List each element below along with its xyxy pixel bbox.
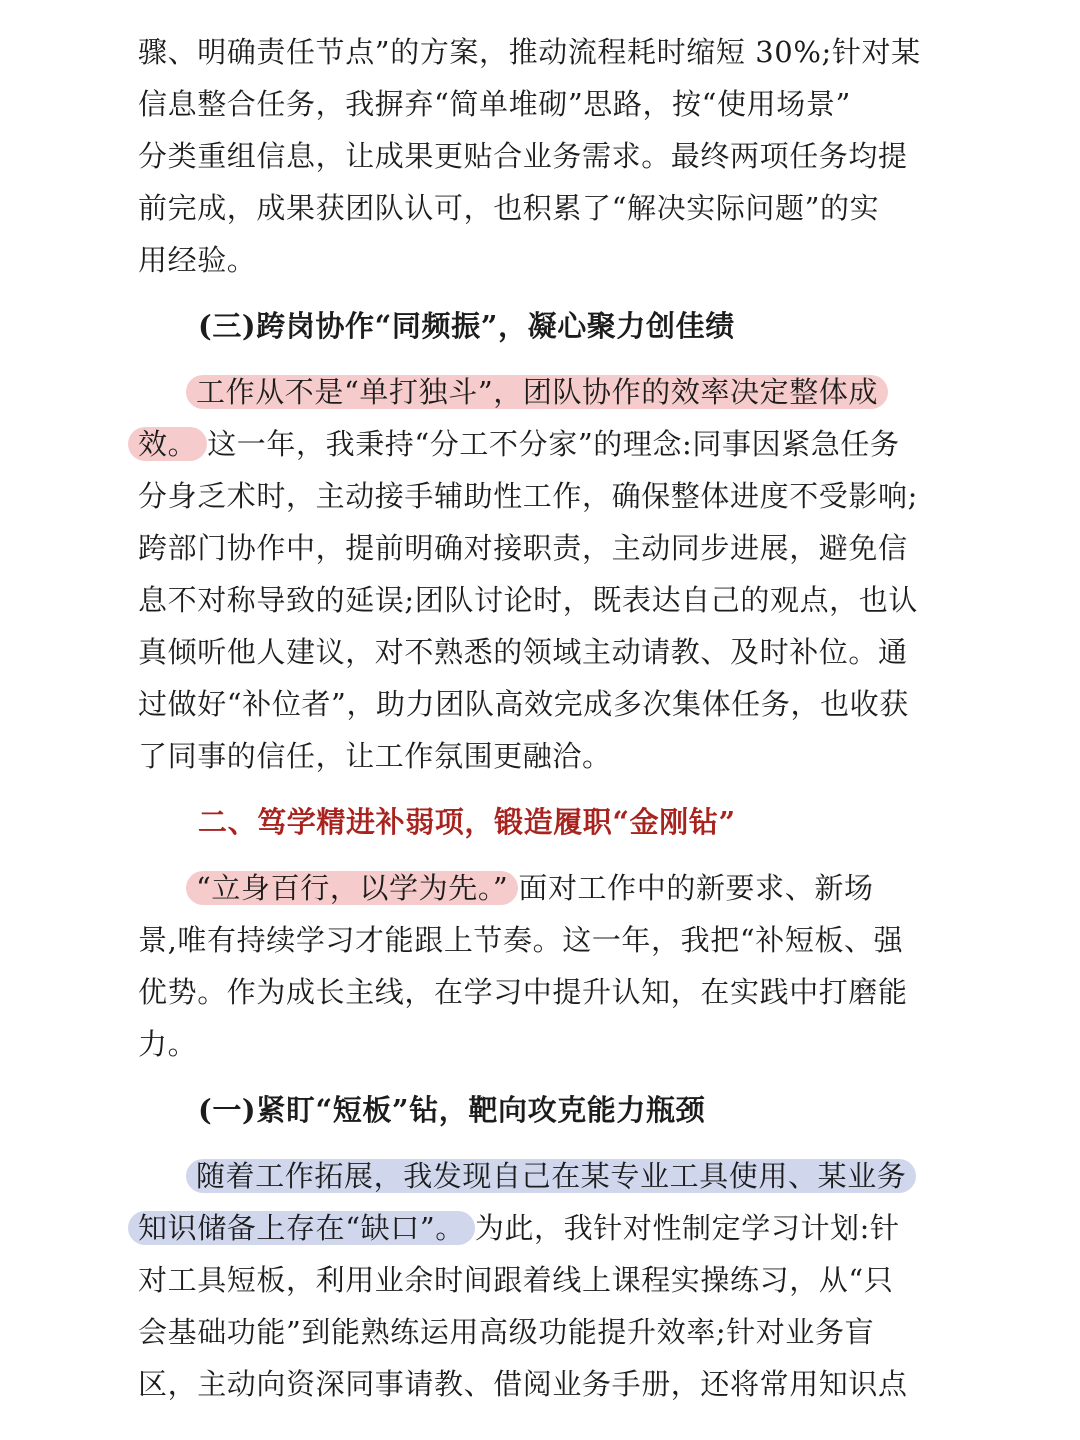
paragraph-line: 前完成，成果获团队认可，也积累了“解决实际问题”的实 [138, 191, 880, 225]
paragraph-line: 了同事的信任，让工作氛围更融洽。 [138, 739, 612, 773]
paragraph-line: 跨部门协作中，提前明确对接职责，主动同步进展，避免信 [138, 531, 908, 565]
highlighted-text: “立身百行，以学为先。” [186, 871, 518, 905]
paragraph-line [138, 1202, 928, 1254]
paragraph-line: 区，主动向资深同事请教、借阅业务手册，还将常用知识点 [138, 1367, 908, 1401]
highlighted-text: 知识储备上存在“缺口”。 [128, 1211, 475, 1245]
paragraph-line [196, 862, 928, 914]
paragraph-line: 真倾听他人建议，对不熟悉的领域主动请教、及时补位。通 [138, 635, 908, 669]
line-text: 这一年，我秉持“分工不分家”的理念:同事因紧急任务 [207, 427, 900, 461]
highlighted-text: 随着工作拓展，我发现自己在某专业工具使用、某业务 [186, 1159, 916, 1193]
section-heading: (一)紧盯“短板”钻，靶向攻克能力瓶颈 [198, 1093, 706, 1127]
paragraph-line: 骤、明确责任节点”的方案，推动流程耗时缩短 30%;针对某 [138, 35, 921, 69]
paragraph-line: 过做好“补位者”，助力团队高效完成多次集体任务，也收获 [138, 687, 909, 721]
paragraph-line: 分类重组信息，让成果更贴合业务需求。最终两项任务均提 [138, 139, 908, 173]
line-text: 为此，我针对性制定学习计划:针 [474, 1211, 900, 1245]
paragraph-line: 会基础功能”到能熟练运用高级功能提升效率;针对业务盲 [138, 1315, 875, 1349]
paragraph-line: 信息整合任务，我摒弃“简单堆砌”思路，按“使用场景” [138, 87, 851, 121]
chapter-heading: 二、笃学精进补弱项，锻造履职“金刚钻” [198, 805, 736, 839]
paragraph-line: 优势。作为成长主线，在学习中提升认知，在实践中打磨能 [138, 975, 908, 1009]
paragraph-line: 分身乏术时，主动接手辅助性工作，确保整体进度不受影响; [138, 479, 918, 513]
paragraph-line [196, 366, 928, 418]
highlighted-text: 工作从不是“单打独斗”，团队协作的效率决定整体成 [186, 375, 888, 409]
paragraph-line [196, 1150, 928, 1202]
paragraph-line: 用经验。 [138, 243, 257, 277]
paragraph-line: 对工具短板，利用业余时间跟着线上课程实操练习，从“只 [138, 1263, 894, 1297]
paragraph-line [138, 418, 928, 470]
section-heading: (三)跨岗协作“同频振”，凝心聚力创佳绩 [198, 309, 735, 343]
highlighted-text: 效。 [128, 427, 207, 461]
line-text: 面对工作中的新要求、新场 [518, 871, 874, 905]
paragraph-line: 景,唯有持续学习才能跟上节奏。这一年，我把“补短板、强 [138, 923, 904, 957]
paragraph-line: 力。 [138, 1027, 198, 1061]
paragraph-line: 息不对称导致的延误;团队讨论时，既表达自己的观点，也认 [138, 583, 918, 617]
